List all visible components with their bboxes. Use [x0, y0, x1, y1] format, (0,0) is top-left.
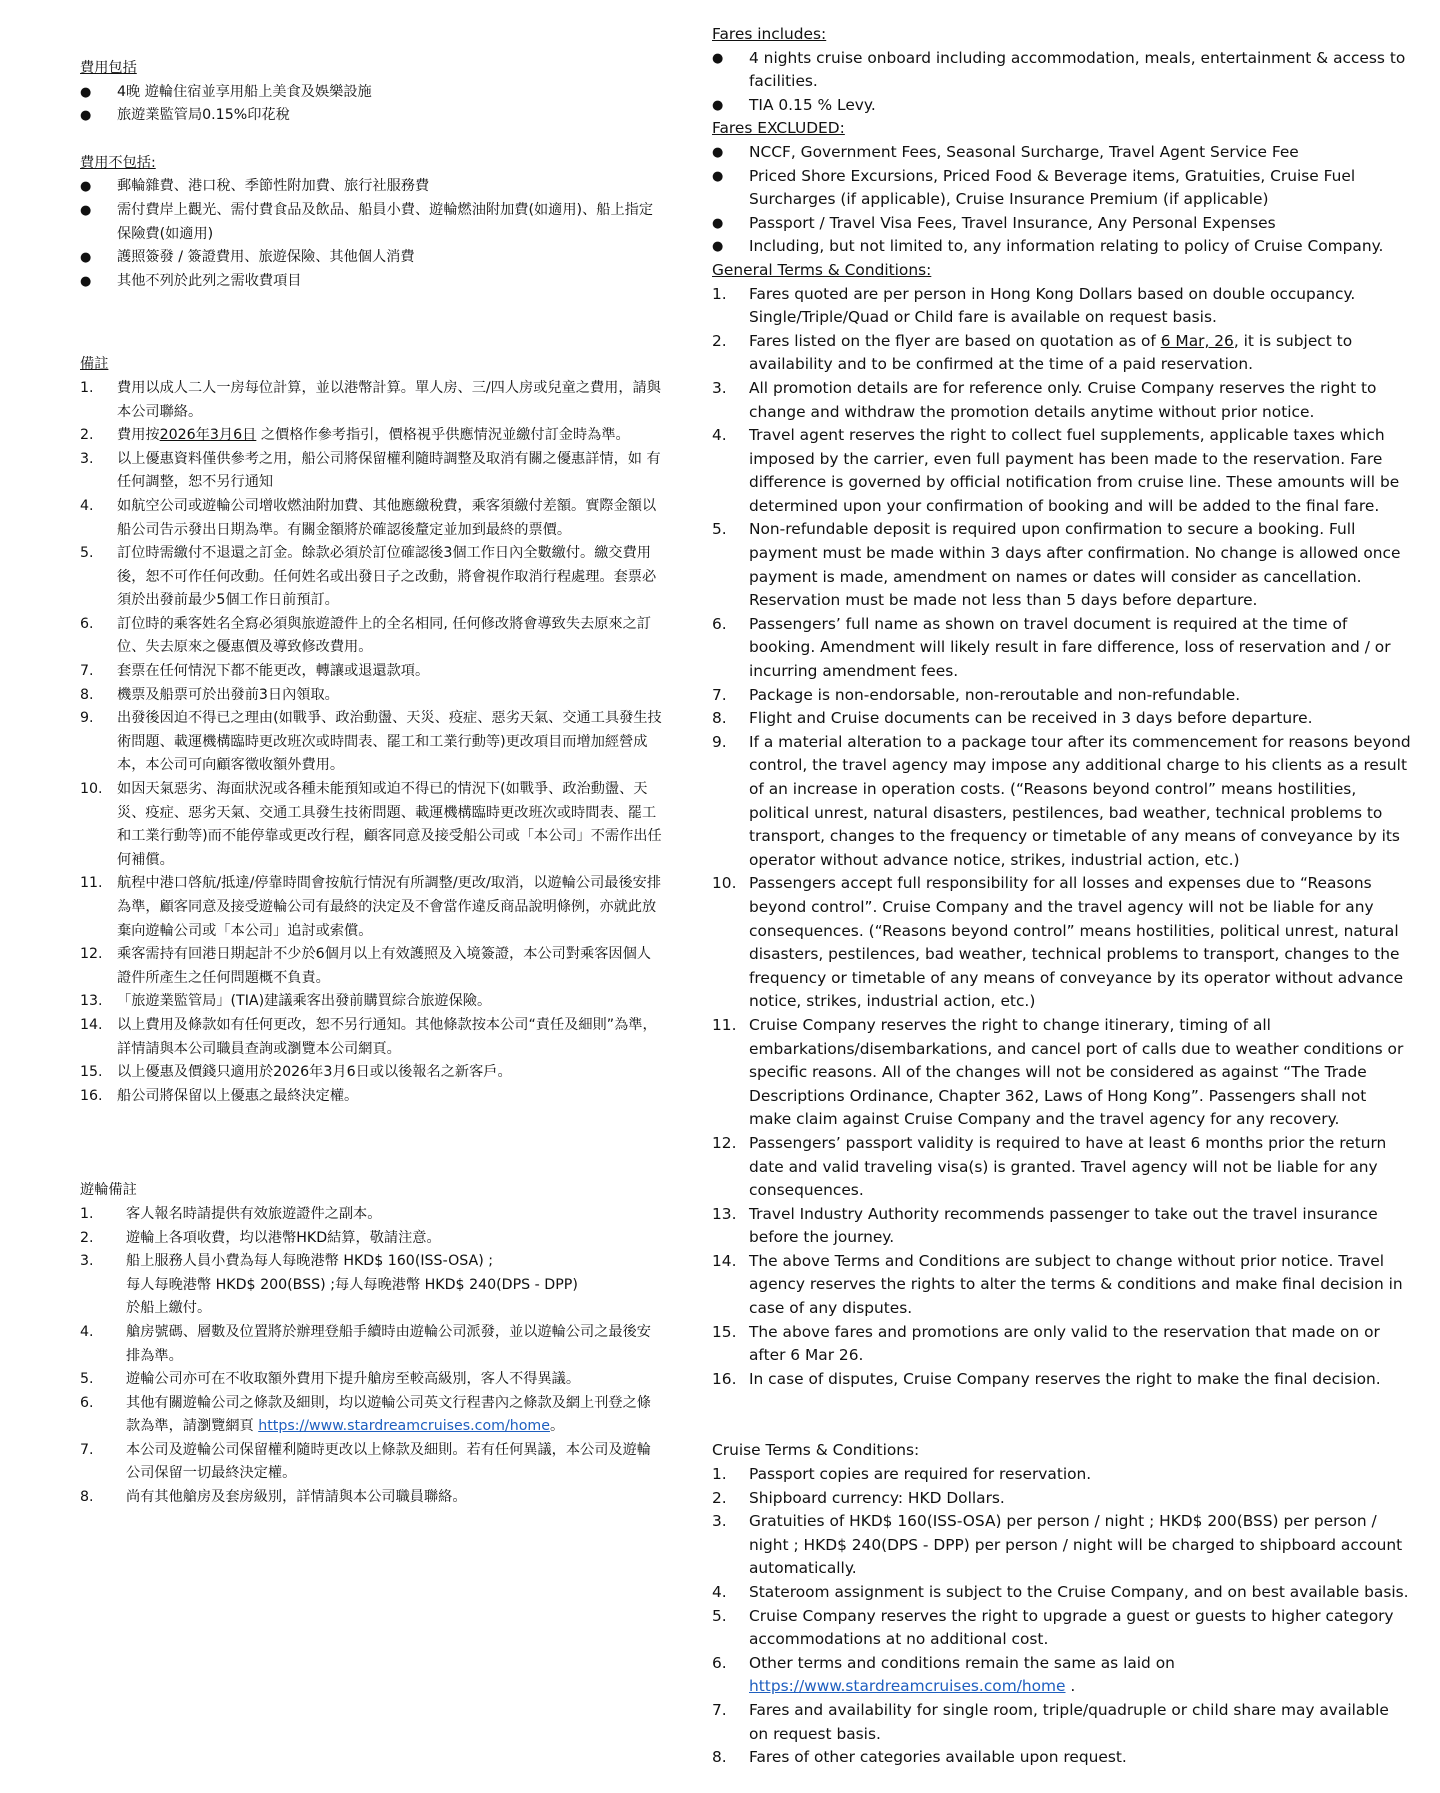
bullet-icon: ● — [80, 108, 92, 124]
list-item: 11. 航程中港口啓航/抵達/停靠時間會按航行情況有所調整/更改/取消，以遊輪公司最後安排為準，顧客同意及接受遊輪公司有最終的決定及不會當作違反商品說明條例，亦就此放棄向遊輪公司或「本公司」追討或索償。 — [80, 875, 662, 939]
list-item: 6. 訂位時的乘客姓名全寫必須與旅遊證件上的全名相同, 任何修改將會導致失去原來之訂位、失去原來之優惠價及導致修改費用。 — [80, 615, 651, 656]
list-item: ● 4 nights cruise onboard including accommodation, meals, entertainment & access to facilities. — [712, 48, 1406, 91]
list-item: 7. Fares and availability for single room, triple/quadruple or child share may available on request basis. — [712, 1700, 1389, 1743]
list-item: 3. 以上優惠資料僅供參考之用，船公司將保留權利隨時調整及取消有關之優惠詳情，如 有任何調整，恕不另行通知 — [80, 450, 661, 491]
bullet-icon: ● — [712, 239, 724, 255]
list-item: ● TIA 0.15 % Levy. — [712, 94, 1412, 118]
en-general-terms-list — [712, 283, 1412, 1392]
bullet-icon: ● — [80, 84, 92, 100]
list-item: 8. 尚有其他艙房及套房級別，詳情請與本公司職員聯絡。 — [80, 1489, 467, 1506]
list-item: 6. 其他有關遊輪公司之條款及細則，均以遊輪公司英文行程書內之條款及網上刊登之條款為準，請瀏覽網頁 https://www.stardreamcruises.com/home。 — [80, 1394, 651, 1435]
chinese-column — [80, 0, 665, 1510]
english-column — [712, 0, 1412, 1770]
list-item: 15. 以上優惠及價錢只適用於2026年3月6日或以後報名之新客戶。 — [80, 1064, 512, 1081]
list-item: ● 需付費岸上觀光、需付費食品及飲品、船員小費、遊輪燃油附加費(如適用)、船上指定保險費(如適用) — [80, 199, 665, 246]
list-item: 8. 機票及船票可於出發前3日內領取。 — [80, 686, 339, 703]
list-item: 2. Shipboard currency: HKD Dollars. — [712, 1488, 1005, 1507]
list-item: 8. Flight and Cruise documents can be received in 3 days before departure. — [712, 709, 1313, 728]
en-fares-includes-title: Fares includes: — [712, 25, 827, 43]
list-item: 4. Travel agent reserves the right to collect fuel supplements, applicable taxes which imposed by the carrier, even full payment has been made to the reservation. Fare difference is governed by official notification from cruise line. These amounts will be determined upon your confirmation of booking and will be added to the final fare. — [712, 426, 1400, 515]
bullet-icon: ● — [712, 144, 724, 160]
list-item: 1. Fares quoted are per person in Hong Kong Dollars based on double occupancy. Single/Triple/Quad or Child fare is available on request basis. — [712, 284, 1356, 327]
zh-cruise-notes-list — [80, 1203, 665, 1510]
bullet-icon: ● — [80, 179, 92, 195]
list-item: 7. Package is non-endorsable, non-reroutable and non-refundable. — [712, 685, 1241, 704]
list-item: ● 其他不列於此列之需收費項目 — [80, 270, 665, 294]
bullet-icon: ● — [712, 97, 724, 113]
list-item: ● Priced Shore Excursions, Priced Food & Beverage items, Gratuities, Cruise Fuel Surcharges (if applicable), Cruise Insurance Premium (if applicable) — [712, 166, 1356, 209]
list-item: ● 旅遊業監管局0.15%印花稅 — [80, 104, 665, 128]
zh-fees-excluded-title: 費用不包括: — [80, 154, 156, 171]
zh-remarks-list — [80, 377, 665, 1108]
list-item: 6. Passengers’ full name as shown on travel document is required at the time of booking. Amendment will likely result in fare difference, loss of reservation and / or incurring amendment fees. — [712, 614, 1391, 681]
bullet-icon: ● — [712, 50, 724, 66]
zh-cruise-notes-title: 遊輪備註 — [80, 1182, 137, 1199]
list-item: 14. 以上費用及條款如有任何更改，恕不另行通知。其他條款按本公司“責任及細則”為準，詳情請與本公司職員查詢或瀏覽本公司網頁。 — [80, 1016, 657, 1057]
list-item: 8. Fares of other categories available upon request. — [712, 1748, 1127, 1767]
list-item: 1. Passport copies are required for reservation. — [712, 1465, 1092, 1484]
zh-fees-excluded-list — [80, 175, 665, 293]
list-item: 4. Stateroom assignment is subject to the Cruise Company, and on best available basis. — [712, 1583, 1409, 1601]
list-item: 4. 如航空公司或遊輪公司增收燃油附加費、其他應繳稅費，乘客須繳付差額。實際金額以船公司告示發出日期為準。有關金額將於確認後釐定並加到最終的票價。 — [80, 497, 657, 538]
list-item: ● Including, but not limited to, any information relating to policy of Cruise Company. — [712, 235, 1412, 259]
list-item: ● Passport / Travel Visa Fees, Travel Insurance, Any Personal Expenses — [712, 212, 1412, 236]
list-item: 15. The above fares and promotions are only valid to the reservation that made on or after 6 Mar 26. — [712, 1322, 1380, 1365]
list-item: 1. 費用以成人二人一房每位計算，並以港幣計算。單人房、三/四人房或兒童之費用，請與本公司聯絡。 — [80, 379, 661, 420]
zh-fees-included-title: 費用包括 — [80, 60, 137, 76]
list-item: ● 護照簽發 / 簽證費用、旅遊保險、其他個人消費 — [80, 246, 665, 270]
cruise-website-link[interactable]: https://www.stardreamcruises.com/home — [258, 1418, 550, 1435]
list-item: 1. 客人報名時請提供有效旅遊證件之副本。 — [80, 1205, 382, 1222]
list-item: 4. 艙房號碼、層數及位置將於辦理登船手續時由遊輪公司派發，並以遊輪公司之最後安排為準。 — [80, 1323, 651, 1364]
en-general-terms-title: General Terms & Conditions: — [712, 260, 932, 279]
bullet-icon: ● — [712, 215, 724, 231]
zh-remarks-title: 備註 — [80, 356, 109, 373]
list-item: 14. The above Terms and Conditions are subject to change without prior notice. Travel agency reserves the rights to alter the terms & conditions and make final decision in case of any disputes. — [712, 1251, 1403, 1318]
en-cruise-terms-title: Cruise Terms & Conditions: — [712, 1441, 920, 1460]
bullet-icon: ● — [80, 202, 92, 218]
zh-fees-included-list — [80, 81, 665, 128]
list-item: 7. 套票在任何情況下都不能更改，轉讓或退還款項。 — [80, 663, 430, 680]
list-item: 2. Fares listed on the flyer are based on quotation as of 6 Mar, 26, it is subject to availability and to be confirmed at the time of a paid reservation. — [712, 331, 1353, 374]
list-item: 5. 遊輪公司亦可在不收取額外費用下提升艙房至較高級別，客人不得異議。 — [80, 1371, 581, 1388]
list-item: ● 郵輪雜費、港口稅、季節性附加費、旅行社服務費 — [80, 175, 665, 199]
list-item: 10. Passengers accept full responsibility for all losses and expenses due to “Reasons beyond control”. Cruise Company and the travel agency will not be liable for any consequences. (“Reasons beyond control” means hostilities, political unrest, natural disasters, pestilences, bad weather, technical problems to transport, changes to the frequency or timetable of any means of conveyance by its operator without advance notice, strikes, industrial action, etc.) — [712, 874, 1404, 1011]
list-item: 9. If a material alteration to a package tour after its commencement for reasons beyond control, the travel agency may impose any additional charge to his clients as a result of an increase in operation costs. (“Reasons beyond control” means hostilities, political unrest, natural disasters, pestilences, bad weather, technical problems to transport, changes to the frequency or timetable of any means of conveyance by its operator without advance notice, strikes, industrial action, etc.) — [712, 732, 1411, 869]
list-item: 11. Cruise Company reserves the right to change itinerary, timing of all embarkations/disembarkations, and cancel port of calls due to weather conditions or specific reasons. All of the changes will not be considered as against “The Trade Descriptions Ordinance, Chapter 362, Laws of Hong Kong”. Passengers shall not make claim against Cruise Company and the travel agency for any recovery. — [712, 1015, 1404, 1129]
list-item: 5. Cruise Company reserves the right to upgrade a guest or guests to higher category accommodations at no additional cost. — [712, 1606, 1394, 1649]
list-item: 9. 出發後因迫不得已之理由(如戰爭、政治動盪、天災、疫症、惡劣天氣、交通工具發生技術問題、載運機構臨時更改班次或時間表、罷工和工業行動等)更改項目而增加經營成本，本公司可向顧客徵收額外費用。 — [80, 710, 662, 774]
list-item: 13. Travel Industry Authority recommends passenger to take out the travel insurance before the journey. — [712, 1204, 1378, 1247]
list-item: 12. 乘客需持有回港日期起計不少於6個月以上有效護照及入境簽證，本公司對乘客因個人證件所產生之任何問題概不負責。 — [80, 946, 651, 986]
en-fares-includes-list — [712, 47, 1412, 118]
list-item: 12. Passengers’ passport validity is required to have at least 6 months prior the return date and valid traveling visa(s) is granted. Travel agency will not be liable for any consequences. — [712, 1133, 1387, 1200]
en-fares-excluded-title: Fares EXCLUDED: — [712, 119, 845, 138]
list-item: 5. Non-refundable deposit is required upon confirmation to secure a booking. Full payment must be made within 3 days after confirmation. No change is allowed once payment is made, amendment on names or dates will consider as cancellation. Reservation must be made not less than 5 days before departure. — [712, 520, 1401, 610]
list-item: ● 4晚 遊輪住宿並享用船上美食及娛樂設施 — [80, 81, 665, 105]
list-item: 3. All promotion details are for reference only. Cruise Company reserves the right to change and withdraw the promotion details anytime without prior notice. — [712, 378, 1377, 421]
bullet-icon: ● — [712, 168, 724, 184]
bullet-icon: ● — [80, 250, 92, 266]
list-item: 7. 本公司及遊輪公司保留權利隨時更改以上條款及細則。若有任何異議，本公司及遊輪公司保留一切最終決定權。 — [80, 1441, 651, 1482]
list-item: ● NCCF, Government Fees, Seasonal Surcharge, Travel Agent Service Fee — [712, 141, 1412, 165]
list-item: 3. 船上服務人員小費為每人每晚港幣 HKD$ 160(ISS-OSA) ; 每人每晚港幣 HKD$ 200(BSS) ;每人每晚港幣 HKD$ 240(DPS - DPP) 於船上繳付。 — [80, 1253, 578, 1317]
list-item: 5. 訂位時需繳付不退還之訂金。餘款必須於訂位確認後3個工作日內全數繳付。繳交費用後，恕不可作任何改動。任何姓名或出發日子之改動，將會視作取消行程處理。套票必須於出發前最少5個工作日前預訂。 — [80, 545, 657, 609]
list-item: 3. Gratuities of HKD$ 160(ISS-OSA) per person / night ; HKD$ 200(BSS) per person / night ; HKD$ 240(DPS - DPP) per person / night will be charged to shipboard account automatically. — [712, 1512, 1403, 1578]
list-item: 13. 「旅遊業監管局」(TIA)建議乘客出發前購買綜合旅遊保險。 — [80, 993, 492, 1010]
en-cruise-terms-list — [712, 1463, 1412, 1770]
cruise-website-link[interactable]: https://www.stardreamcruises.com/home — [749, 1677, 1066, 1696]
list-item: 16. In case of disputes, Cruise Company reserves the right to make the final decision. — [712, 1369, 1381, 1388]
list-item: 10. 如因天氣惡劣、海面狀況或各種未能預知或迫不得已的情況下(如戰爭、政治動盪、天災、疫症、惡劣天氣、交通工具發生技術問題、載運機構臨時更改班次或時間表、罷工和工業行動等)而不能停靠或更改行程，顧客同意及接受船公司或「本公司」不需作出任何補償。 — [80, 781, 662, 868]
list-item: 2. 遊輪上各項收費，均以港幣HKD結算，敬請注意。 — [80, 1229, 441, 1246]
bullet-icon: ● — [80, 273, 92, 289]
en-fares-excluded-list — [712, 141, 1412, 259]
list-item: 16. 船公司將保留以上優惠之最終決定權。 — [80, 1087, 359, 1104]
list-item: 2. 費用按2026年3月6日 之價格作參考指引，價格視乎供應情況並繳付訂金時為準。 — [80, 427, 630, 444]
list-item: 6. Other terms and conditions remain the same as laid on https://www.stardreamcruises.com/home . — [712, 1653, 1175, 1696]
